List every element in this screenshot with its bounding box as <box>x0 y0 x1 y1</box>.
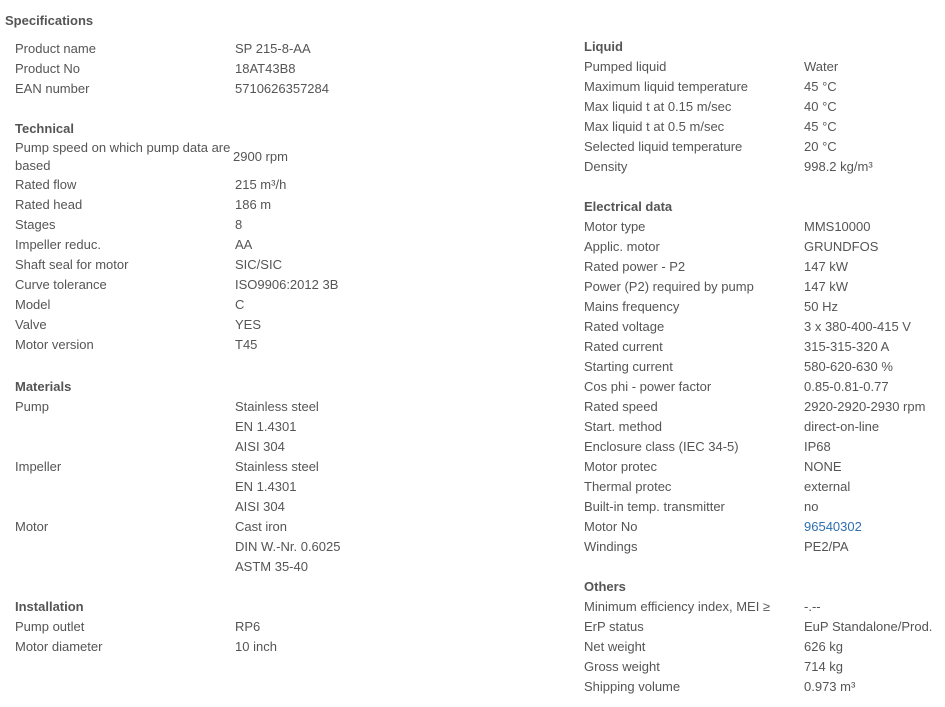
spec-label: Rated current <box>584 339 663 354</box>
spec-row <box>15 637 277 657</box>
spec-row <box>15 517 340 577</box>
spec-row <box>584 297 925 317</box>
spec-row <box>15 397 340 457</box>
spec-value: 147 kW <box>804 259 849 274</box>
spec-value-link[interactable]: 96540302 <box>804 519 862 534</box>
spec-values <box>804 357 893 377</box>
spec-row <box>584 377 925 397</box>
spec-label: Impeller reduc. <box>15 237 101 252</box>
spec-value: DIN W.-Nr. 0.6025 <box>235 539 341 554</box>
spec-value: Cast iron <box>235 519 288 534</box>
spec-value: 215 m³/h <box>235 177 287 192</box>
spec-values <box>235 315 261 335</box>
spec-value: no <box>804 499 819 514</box>
spec-row <box>584 657 932 677</box>
spec-values <box>235 295 244 315</box>
spec-label: Curve tolerance <box>15 277 107 292</box>
spec-values <box>804 397 925 417</box>
spec-label: Enclosure class (IEC 34-5) <box>584 439 739 454</box>
spec-values <box>804 517 862 537</box>
spec-value: RP6 <box>235 619 261 634</box>
spec-row <box>584 517 925 537</box>
spec-values <box>235 255 282 275</box>
spec-row <box>584 397 925 417</box>
spec-label: Net weight <box>584 639 646 654</box>
spec-values <box>804 377 889 397</box>
spec-row <box>584 437 925 457</box>
section-others <box>584 577 932 697</box>
spec-value: GRUNDFOS <box>804 239 879 254</box>
spec-value: direct-on-line <box>804 419 880 434</box>
spec-row <box>15 39 329 59</box>
spec-label: Start. method <box>584 419 663 434</box>
spec-values <box>235 457 319 517</box>
spec-value: 147 kW <box>804 279 849 294</box>
spec-row <box>584 637 932 657</box>
spec-values <box>804 237 878 257</box>
spec-label: Model <box>15 297 51 312</box>
spec-row <box>15 139 338 175</box>
spec-label: Selected liquid temperature <box>584 139 743 154</box>
spec-row <box>584 57 873 77</box>
spec-values <box>804 657 843 677</box>
page-title: Specifications <box>5 13 94 28</box>
spec-label: Product No <box>15 61 81 76</box>
spec-value: AA <box>235 237 253 252</box>
spec-values <box>804 297 838 317</box>
spec-value: 50 Hz <box>804 299 838 314</box>
spec-values <box>804 317 911 337</box>
spec-value: 714 kg <box>804 659 844 674</box>
spec-values <box>804 477 850 497</box>
spec-values <box>804 677 855 697</box>
spec-label: Rated speed <box>584 399 658 414</box>
spec-values <box>235 397 319 457</box>
section-heading-materials: Materials <box>15 379 72 394</box>
spec-value: YES <box>235 317 262 332</box>
spec-row <box>15 215 338 235</box>
section-heading-installation: Installation <box>15 599 84 614</box>
spec-row <box>584 677 932 697</box>
spec-value: Stainless steel <box>235 459 319 474</box>
section-materials <box>15 377 340 577</box>
spec-row <box>15 295 338 315</box>
spec-values <box>804 97 837 117</box>
spec-row <box>584 457 925 477</box>
spec-value: PE2/PA <box>804 539 849 554</box>
spec-values <box>804 157 873 177</box>
spec-values <box>804 457 842 477</box>
spec-values <box>804 417 879 437</box>
spec-row <box>584 317 925 337</box>
spec-value: NONE <box>804 459 842 474</box>
spec-values <box>235 617 260 637</box>
spec-row <box>584 117 873 137</box>
spec-label: Mains frequency <box>584 299 680 314</box>
spec-row <box>15 617 277 637</box>
spec-values <box>235 235 252 255</box>
spec-row <box>584 477 925 497</box>
spec-value: T45 <box>235 337 258 352</box>
spec-values <box>804 437 831 457</box>
spec-value: 8 <box>235 217 243 232</box>
spec-value: SP 215-8-AA <box>235 41 311 56</box>
spec-value: Water <box>804 59 839 74</box>
spec-value: MMS10000 <box>804 219 871 234</box>
spec-label: Motor type <box>584 219 646 234</box>
spec-row <box>584 417 925 437</box>
section-electrical <box>584 197 925 557</box>
spec-label: Rated power - P2 <box>584 259 686 274</box>
spec-label: Pump speed on which pump data are based <box>15 140 231 173</box>
spec-values <box>804 497 818 517</box>
spec-label: Motor <box>15 519 49 534</box>
spec-label: Stages <box>15 217 56 232</box>
spec-values <box>235 517 340 577</box>
spec-row <box>584 597 932 617</box>
spec-value: 626 kg <box>804 639 844 654</box>
spec-value: ASTM 35-40 <box>235 559 308 574</box>
spec-values <box>804 217 870 237</box>
spec-value: AISI 304 <box>235 499 285 514</box>
spec-row <box>584 237 925 257</box>
spec-values <box>804 537 849 557</box>
spec-label: Built-in temp. transmitter <box>584 499 725 514</box>
spec-label: Product name <box>15 41 96 56</box>
spec-label: Impeller <box>15 459 62 474</box>
spec-row <box>15 235 338 255</box>
spec-row <box>584 617 932 637</box>
spec-label: Gross weight <box>584 659 660 674</box>
spec-values <box>804 617 932 637</box>
spec-value: AISI 304 <box>235 439 285 454</box>
spec-row <box>584 257 925 277</box>
spec-value: EN 1.4301 <box>235 419 297 434</box>
spec-value: SIC/SIC <box>235 257 282 272</box>
spec-value: 2920-2920-2930 rpm <box>804 399 926 414</box>
spec-values <box>235 79 329 99</box>
spec-label: Max liquid t at 0.15 m/sec <box>584 99 732 114</box>
spec-row <box>584 77 873 97</box>
spec-label: Motor No <box>584 519 638 534</box>
spec-row <box>15 59 329 79</box>
spec-label: Motor version <box>15 337 94 352</box>
spec-row <box>584 157 873 177</box>
spec-value: 10 inch <box>235 639 277 654</box>
spec-row <box>584 537 925 557</box>
spec-value: 45 °C <box>804 79 837 94</box>
spec-values <box>804 597 821 617</box>
spec-row <box>15 275 338 295</box>
section-heading-others: Others <box>584 579 626 594</box>
spec-values <box>235 175 286 195</box>
spec-value: Stainless steel <box>235 399 319 414</box>
spec-label: Power (P2) required by pump <box>584 279 754 294</box>
spec-values <box>804 117 837 137</box>
spec-row <box>584 217 925 237</box>
spec-values <box>235 59 295 79</box>
spec-value: IP68 <box>804 439 831 454</box>
spec-value: 0.85-0.81-0.77 <box>804 379 889 394</box>
spec-values <box>804 137 837 157</box>
spec-values <box>235 637 277 657</box>
spec-label: Minimum efficiency index, MEI ≥ <box>584 599 771 614</box>
spec-value: 0.973 m³ <box>804 679 856 694</box>
spec-row <box>584 337 925 357</box>
spec-label: Cos phi - power factor <box>584 379 712 394</box>
spec-row <box>15 175 338 195</box>
spec-row <box>15 195 338 215</box>
spec-value: 45 °C <box>804 119 837 134</box>
spec-values <box>235 335 257 355</box>
spec-label: Windings <box>584 539 638 554</box>
spec-value: 20 °C <box>804 139 837 154</box>
spec-label: Rated head <box>15 197 83 212</box>
spec-row <box>15 315 338 335</box>
section-technical <box>15 119 338 355</box>
spec-value: 3 x 380-400-415 V <box>804 319 911 334</box>
spec-values <box>235 275 338 295</box>
spec-values <box>804 637 843 657</box>
spec-row <box>15 457 340 517</box>
spec-value: 186 m <box>235 197 272 212</box>
spec-row <box>584 357 925 377</box>
section-heading-technical: Technical <box>15 121 75 136</box>
spec-label: Thermal protec <box>584 479 672 494</box>
spec-row <box>15 335 338 355</box>
spec-value: EuP Standalone/Prod. <box>804 619 933 634</box>
spec-label: Pumped liquid <box>584 59 667 74</box>
spec-label: Density <box>584 159 628 174</box>
spec-value: ISO9906:2012 3B <box>235 277 339 292</box>
spec-label: EAN number <box>15 81 90 96</box>
spec-values <box>804 337 889 357</box>
spec-value: 315-315-320 A <box>804 339 890 354</box>
spec-label: Applic. motor <box>584 239 660 254</box>
spec-label: ErP status <box>584 619 644 634</box>
spec-label: Motor protec <box>584 459 657 474</box>
section-general <box>15 39 329 99</box>
spec-label: Motor diameter <box>15 639 103 654</box>
spec-value: 40 °C <box>804 99 837 114</box>
spec-value: 998.2 kg/m³ <box>804 159 873 174</box>
spec-value: 2900 rpm <box>233 149 288 164</box>
spec-values <box>804 257 848 277</box>
spec-label: Valve <box>15 317 47 332</box>
section-heading-electrical: Electrical data <box>584 199 673 214</box>
spec-value: -.-- <box>804 599 821 614</box>
spec-row <box>584 497 925 517</box>
spec-values <box>235 195 271 215</box>
spec-row <box>15 255 338 275</box>
spec-values <box>235 215 242 235</box>
spec-row <box>584 97 873 117</box>
spec-row <box>584 137 873 157</box>
section-installation <box>15 597 277 657</box>
spec-label: Pump outlet <box>15 619 85 634</box>
spec-value: EN 1.4301 <box>235 479 297 494</box>
spec-label: Rated voltage <box>584 319 665 334</box>
spec-label: Shaft seal for motor <box>15 257 129 272</box>
section-heading-liquid: Liquid <box>584 39 623 54</box>
spec-value: 5710626357284 <box>235 81 329 96</box>
spec-value: C <box>235 297 245 312</box>
spec-values <box>804 277 848 297</box>
spec-label: Maximum liquid temperature <box>584 79 749 94</box>
spec-label: Starting current <box>584 359 673 374</box>
spec-label: Shipping volume <box>584 679 681 694</box>
spec-row <box>584 277 925 297</box>
spec-values <box>233 139 288 175</box>
spec-values <box>804 57 838 77</box>
spec-value: 18AT43B8 <box>235 61 296 76</box>
spec-value: 580-620-630 % <box>804 359 893 374</box>
spec-row <box>15 79 329 99</box>
spec-label: Pump <box>15 399 49 414</box>
spec-values <box>235 39 311 59</box>
spec-value: external <box>804 479 851 494</box>
spec-label: Max liquid t at 0.5 m/sec <box>584 119 725 134</box>
section-liquid <box>584 37 873 177</box>
spec-values <box>804 77 837 97</box>
spec-label: Rated flow <box>15 177 77 192</box>
